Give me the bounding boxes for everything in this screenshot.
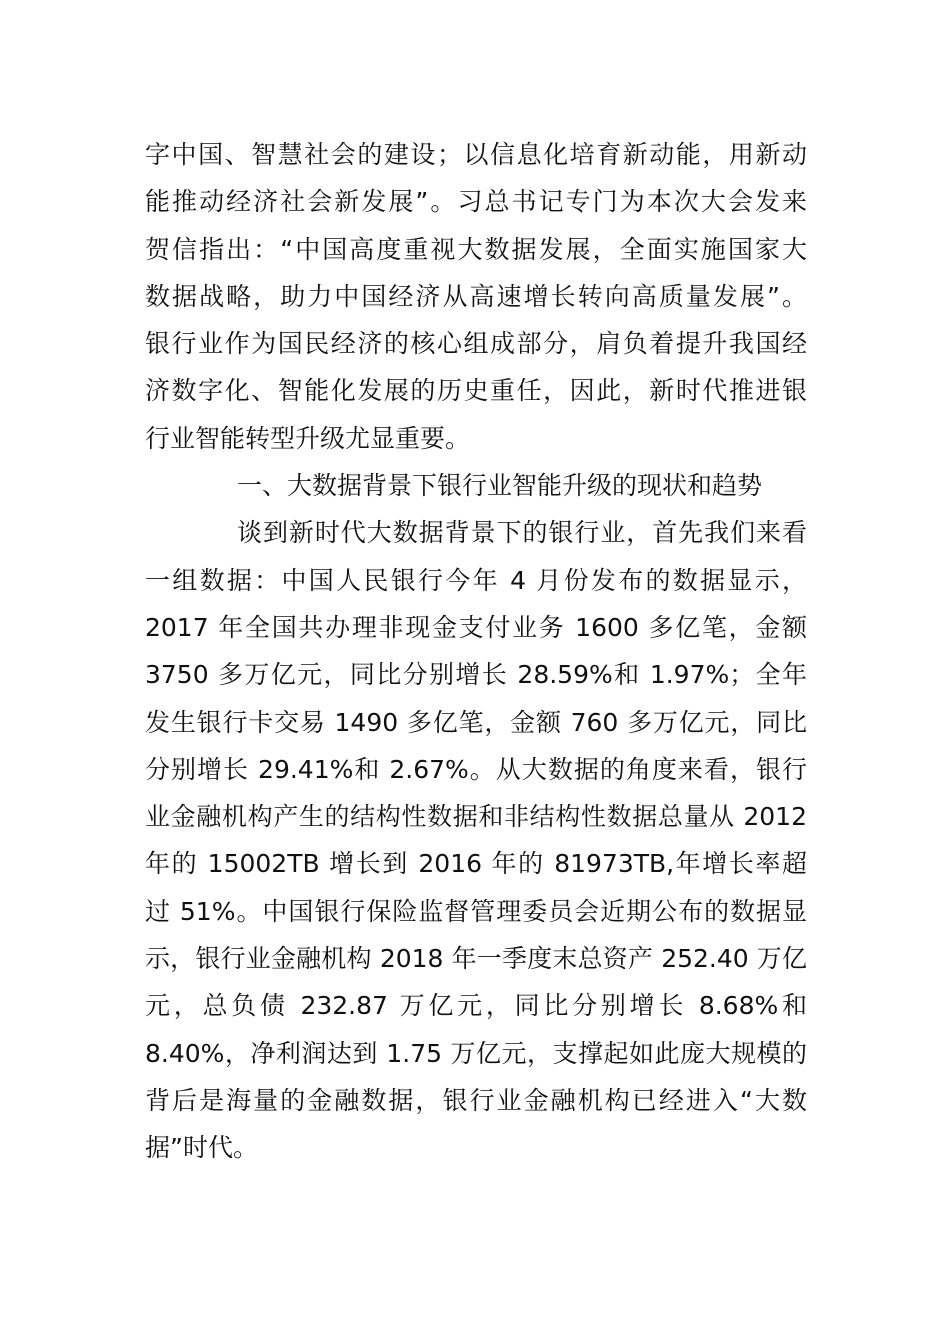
paragraph-intro <box>145 131 807 462</box>
paragraph-line: 分别增长 29.41%和 2.67%。从大数据的角度来看，银行 <box>145 754 807 784</box>
paragraph-line: 济数字化、智能化发展的历史重任，因此，新时代推进银 <box>145 376 807 406</box>
paragraph-line: 字中国、智慧社会的建设；以信息化培育新动能，用新动 <box>145 140 807 169</box>
paragraph-line: 背后是海量的金融数据，银行业金融机构已经进入“大数 <box>145 1085 807 1115</box>
paragraph-line: 发生银行卡交易 1490 多亿笔，金额 760 多万亿元，同比 <box>145 707 807 737</box>
paragraph-line: 贺信指出：“中国高度重视大数据发展，全面实施国家大 <box>145 234 807 264</box>
section-heading: 一、大数据背景下银行业智能升级的现状和趋势 <box>237 471 763 501</box>
document-body <box>145 131 807 1172</box>
paragraph-line: 数据战略，助力中国经济从高速增长转向高质量发展”。 <box>145 281 807 311</box>
paragraph-line: 8.40%，净利润达到 1.75 万亿元，支撑起如此庞大规模的 <box>145 1038 807 1068</box>
paragraph-line: 银行业作为国民经济的核心组成部分，肩负着提升我国经 <box>145 329 807 359</box>
paragraph-data <box>145 509 807 1171</box>
paragraph-line: 一组数据：中国人民银行今年 4 月份发布的数据显示， <box>145 565 807 595</box>
paragraph-line: 据”时代。 <box>145 1133 258 1163</box>
paragraph-line: 行业智能转型升级尤显重要。 <box>145 423 471 453</box>
paragraph-line: 3750 多万亿元，同比分别增长 28.59%和 1.97%；全年 <box>145 660 807 690</box>
paragraph-line: 业金融机构产生的结构性数据和非结构性数据总量从 2012 <box>145 802 807 832</box>
paragraph-line: 2017 年全国共办理非现金支付业务 1600 多亿笔，金额 <box>145 612 807 642</box>
paragraph-line: 年的 15002TB 增长到 2016 年的 81973TB,年增长率超 <box>145 849 807 879</box>
paragraph-line: 示，银行业金融机构 2018 年一季度末总资产 252.40 万亿 <box>145 944 807 974</box>
paragraph-line: 过 51%。中国银行保险监督管理委员会近期公布的数据显 <box>145 896 807 926</box>
paragraph-line: 谈到新时代大数据背景下的银行业，首先我们来看 <box>237 518 807 548</box>
paragraph-line: 能推动经济社会新发展”。习总书记专门为本次大会发来 <box>145 187 807 217</box>
paragraph-line: 元，总负债 232.87 万亿元，同比分别增长 8.68%和 <box>145 991 807 1021</box>
